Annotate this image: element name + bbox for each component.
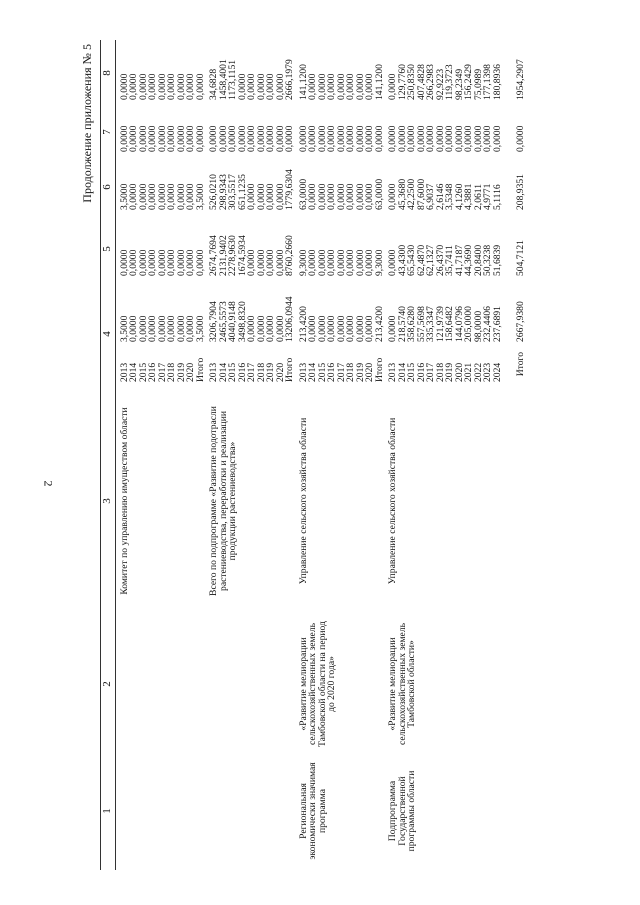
federal-values: 0,0000 43,4300 65,5430 62,4870 62,1327 26,4370 35,7411 41,7187 44,3690 20,8400 50,3238 51,6839 <box>387 244 503 276</box>
program-type <box>205 752 295 870</box>
total-values: 3,5000 0,0000 0,0000 0,0000 0,0000 0,0000 0,0000 0,0000 3,5000 <box>118 315 206 342</box>
year-list: 2013 2014 2015 2016 2017 2018 2019 2020 Итого <box>208 357 295 382</box>
regional-values: 63,0000 0,0000 0,0000 0,0000 0,0000 0,0000 0,0000 0,0000 63,0000 <box>297 178 385 210</box>
col-header-7: 7 <box>101 106 116 158</box>
total-values: 3206,7904 2465,5573 4040,9148 3498,8320 0,0000 0,0000 0,0000 0,0000 13206,0944 <box>208 296 295 342</box>
responsible-executor: Управление сельского хозяйства области <box>387 417 398 585</box>
responsible-executor: Комитет по управлению имуществом области <box>118 407 130 595</box>
regional-values: 0,0000 45,3680 42,2500 87,6000 6,9037 2,6146 3,5348 4,1260 4,3881 2,0611 4,9771 5,1116 <box>387 178 503 210</box>
year-list: 2013 2014 2015 2016 2017 2018 2019 2020 Итого <box>118 357 206 382</box>
responsible-executor: Всего по подпрограмме «Развитие подотрасли растениеводства, переработки и реализации продукции растениеводства» <box>208 406 238 596</box>
grand-total-col7: 0,0000 <box>515 125 526 152</box>
rotated-page <box>74 30 619 880</box>
grand-total-row <box>502 40 526 870</box>
appendix-caption: Продолжение приложения № 5 <box>80 44 94 203</box>
local-values: 0,0000 0,0000 0,0000 0,0000 0,0000 0,0000 0,0000 0,0000 0,0000 <box>118 125 206 152</box>
column-number-row <box>101 40 116 870</box>
responsible-executor: Управление сельского хозяйства области <box>297 417 309 585</box>
program-name <box>115 616 205 752</box>
grand-total-col8: 1954,2907 <box>515 59 526 100</box>
table-section <box>295 40 385 870</box>
col-header-2: 2 <box>101 616 116 752</box>
other-values: 0,0000 0,0000 0,0000 0,0000 0,0000 0,0000 0,0000 0,0000 0,0000 <box>118 73 206 100</box>
federal-values: 0,0000 0,0000 0,0000 0,0000 0,0000 0,0000 0,0000 0,0000 0,0000 <box>118 249 206 276</box>
total-values: 0,0000 218,5740 358,6280 557,5698 335,3347 121,9739 158,6482 144,0796 205,0000 98,0000 232,4406 237,6891 <box>387 306 503 342</box>
year-list: 2013 2014 2015 2016 2017 2018 2019 2020 2021 2022 2023 2024 <box>387 362 503 382</box>
year-list: 2013 2014 2015 2016 2017 2018 2019 2020 Итого <box>297 357 385 382</box>
local-values: 0,0000 0,0000 0,0000 0,0000 0,0000 0,0000 0,0000 0,0000 0,0000 0,0000 0,0000 0,0000 <box>387 125 503 152</box>
program-name: «Развитие мелиорации сельскохозяйственных земель Тамбовской области на период до 2020 года» <box>297 621 337 747</box>
federal-values: 2674,7694 2131,9402 2278,9630 1674,5934 0,0000 0,0000 0,0000 0,0000 8760,2660 <box>208 235 295 276</box>
program-name <box>205 616 295 752</box>
col-header-6: 6 <box>101 158 116 216</box>
federal-values: 9,3000 0,0000 0,0000 0,0000 0,0000 0,0000 0,0000 0,0000 9,3000 <box>297 249 385 276</box>
program-type: Региональная экономически значимая программа <box>297 762 328 860</box>
regional-values: 3,5000 0,0000 0,0000 0,0000 0,0000 0,0000 0,0000 0,0000 3,5000 <box>118 183 206 210</box>
program-type: Подпрограмма Государственной программы области <box>387 770 417 852</box>
col-header-3: 3 <box>101 386 116 616</box>
table-section <box>384 40 502 870</box>
local-values: 0,0000 0,0000 0,0000 0,0000 0,0000 0,0000 0,0000 0,0000 0,0000 <box>297 125 385 152</box>
col-header-1: 1 <box>101 752 116 870</box>
other-values: 0,0000 129,7760 250,8350 407,4828 266,2983 92,9223 119,3723 98,2349 156,2429 75,0989 177,1398 180,8936 <box>387 64 503 100</box>
col-header-4: 4 <box>101 282 116 386</box>
page-number: 2 <box>41 480 56 487</box>
other-values: 141,1200 0,0000 0,0000 0,0000 0,0000 0,0000 0,0000 0,0000 141,1200 <box>297 64 385 100</box>
grand-total-col4: 2667,9380 <box>515 301 526 342</box>
program-type <box>115 752 205 870</box>
regional-values: 526,0210 298,9343 303,5517 651,1235 0,0000 0,0000 0,0000 0,0000 1779,6304 <box>208 169 295 210</box>
col-header-8: 8 <box>101 40 116 106</box>
grand-total-col6: 208,9351 <box>515 174 526 210</box>
table-section <box>115 40 205 870</box>
budget-table <box>100 40 526 870</box>
total-values: 213,4200 0,0000 0,0000 0,0000 0,0000 0,0000 0,0000 0,0000 213,4200 <box>297 306 385 342</box>
local-values: 0,0000 0,0000 0,0000 0,0000 0,0000 0,0000 0,0000 0,0000 0,0000 <box>208 125 295 152</box>
grand-total-col5: 504,7121 <box>515 240 526 276</box>
program-name: «Развитие мелиорации сельскохозяйственных земель Тамбовской области» <box>387 623 417 745</box>
grand-total-label: Итого <box>515 352 526 377</box>
other-values: 34,6828 1458,4001 1173,1151 0,0000 0,0000 0,0000 0,0000 0,0000 2666,1979 <box>208 59 295 100</box>
table-section <box>205 40 295 870</box>
col-header-5: 5 <box>101 216 116 282</box>
